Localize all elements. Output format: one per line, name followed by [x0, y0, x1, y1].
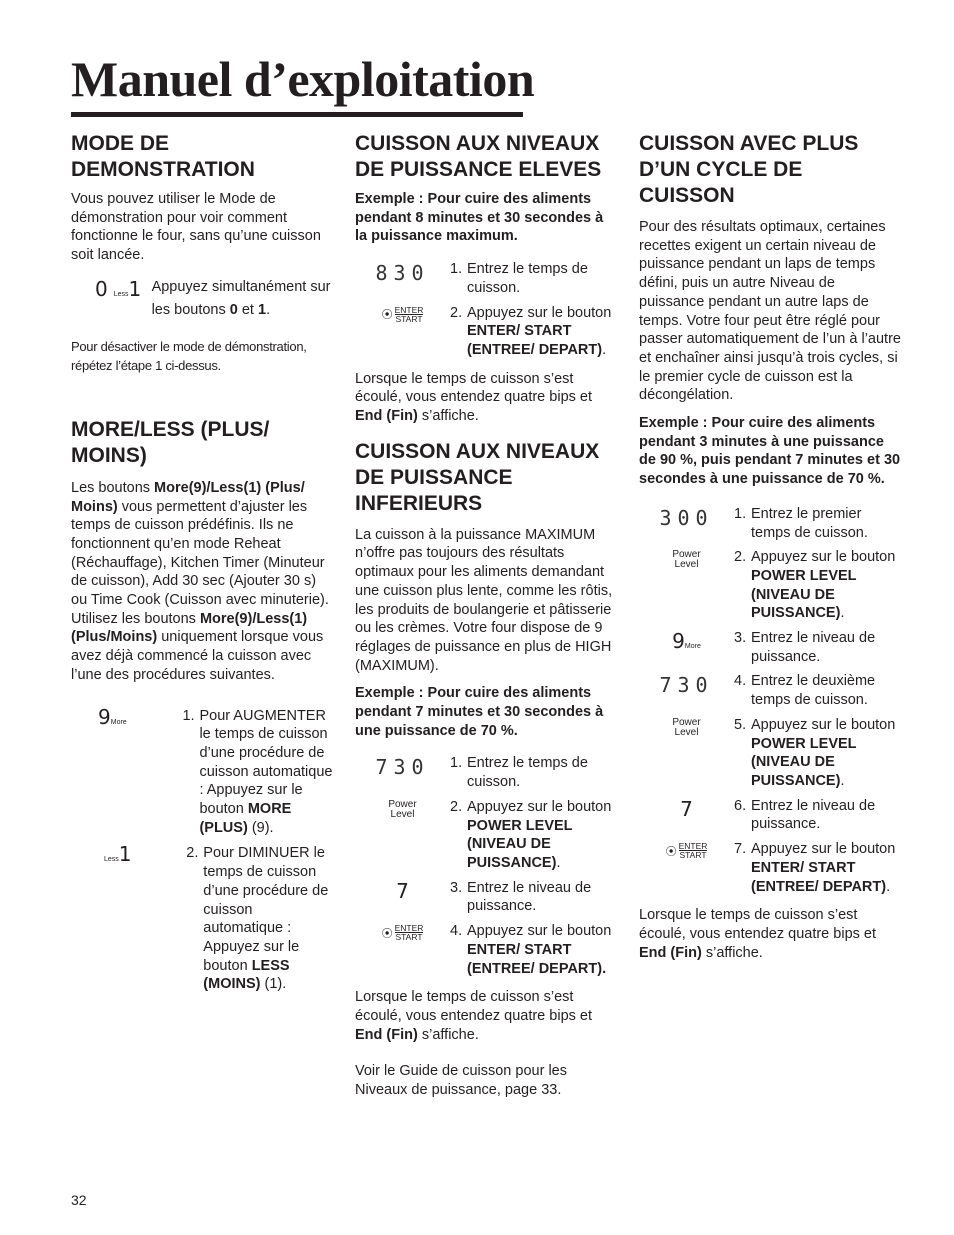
column-1 [71, 131, 333, 994]
less-step-text: Pour DIMINUER le temps de cuisson d’une procédure de cuisson automatique : Appuyez sur le bouton LESS (MOINS) (1). [203, 845, 329, 993]
enter-start-key-icon: ⦿ ENTER START [665, 841, 708, 861]
zero-one-keys-icon: 0 Less 1 [95, 276, 142, 301]
demo-note: Pour désactiver le mode de démonstration, répétez l’étape 1 ci-dessus. [71, 338, 307, 373]
multi-step-4: 730 4. Entrez le deuxième temps de cuisson. [639, 672, 901, 709]
low-step-4-text: Appuyez sur le bouton ENTER/ START (ENTREE/ DEPART). [467, 923, 612, 977]
low-step-4: ⦿ ENTER START 4. Appuyez sur le bouton ENTER/ START (ENTREE/ DEPART). [355, 922, 617, 978]
more-key-icon: 9 More [98, 704, 127, 729]
multi-after-text: Lorsque le temps de cuisson s’est écoulé, vous entendez quatre bips et End (Fin) s’affiche. [639, 907, 876, 961]
low-step-3: 7 3. Entrez le niveau de puissance. [355, 879, 617, 916]
high-after-text: Lorsque le temps de cuisson s’est écoulé, vous entendez quatre bips et End (Fin) s’affiche. [355, 370, 592, 425]
low-step-1: 730 1. Entrez le temps de cuisson. [355, 754, 617, 791]
multi-step-7-text: Appuyez sur le bouton ENTER/ START (ENTREE/ DEPART). [751, 841, 896, 895]
title-underline [71, 112, 523, 117]
multi-step-2-text: Appuyez sur le bouton POWER LEVEL (NIVEAU DE PUISSANCE). [751, 549, 896, 622]
low-power-example: Exemple : Pour cuire des aliments pendant 7 minutes et 30 secondes à une puissance de 70 %. [355, 685, 604, 739]
column-3 [639, 131, 901, 962]
multi-step-2: Power Level 2. Appuyez sur le bouton POWER LEVEL (NIVEAU DE PUISSANCE). [639, 548, 901, 623]
page-title: Manuel d’exploitation [71, 51, 535, 107]
enter-start-key-icon: ⦿ ENTER START [381, 923, 424, 943]
display-730: 730 [375, 755, 430, 780]
low-step-3-text: Entrez le niveau de puissance. [467, 879, 592, 915]
multi-step-6: 7 6. Entrez le niveau de puissance. [639, 797, 901, 834]
multi-cycle-intro: Pour des résultats optimaux, certaines recettes exigent un certain niveau de puissance pendant un laps de temps défini, puis un autre Niveau de puissance pendant un autre laps de temps. Votre four peut être réglé pour passer automatiquement de l’un à l’autre et enchaîner ainsi jusqu’à trois cycles, si le premier cycle de cuisson est la décongélation. [639, 219, 901, 404]
demo-intro: Vous pouvez utiliser le Mode de démonstration pour voir comment fonctionne le four, sans qu’une cuisson soit lancée. [71, 191, 321, 264]
low-power-intro: La cuisson à la puissance MAXIMUM n’offre pas toujours des résultats optimaux pour les aliments demandant une cuisson plus lente, comme les rôtis, les produits de boulangerie et pâtisserie ou les crèmes. Votre four dispose de 9 réglages de puissance en plus de HIGH (MAXIMUM). [355, 526, 613, 674]
demo-step-text: Appuyez simultanément sur les boutons 0 et 1. [151, 278, 331, 319]
multi-step-7: ⦿ ENTER START 7. Appuyez sur le bouton ENTER/ START (ENTREE/ DEPART). [639, 840, 901, 896]
more-less-intro: Les boutons More(9)/Less(1) (Plus/ Moins) vous permettent d’ajuster les temps de cuisson prédéfinis. Ils ne fonctionnent qu’en mode Reheat (Réchauffage), Kitchen Timer (Minuteur de cuisson), Add 30 sec (Ajouter 30 s) ou Time Cook (Cuisson avec minuterie). Utilisez les boutons More(9)/Less(1) (Plus/Moins) uniquement lorsque vous avez déjà commencé la cuisson avec l’une des procédures suivantes. [71, 479, 329, 683]
multi-step-5: Power Level 5. Appuyez sur le bouton POWER LEVEL (NIVEAU DE PUISSANCE). [639, 716, 901, 791]
multi-step-3: 9 More 3. Entrez le niveau de puissance. [639, 629, 901, 666]
multi-cycle-example: Exemple : Pour cuire des aliments pendant 3 minutes à une puissance de 90 %, puis pendant 7 minutes et 30 secondes à une puissance de 70 %. [639, 415, 901, 488]
column-2 [355, 131, 617, 1100]
power-level-key-icon: Power Level [388, 798, 417, 820]
multi-step-4-text: Entrez le deuxième temps de cuisson. [751, 673, 876, 709]
high-power-heading: CUISSON AUX NIVEAUX DE PUISSANCE ELEVES [355, 132, 602, 181]
enter-start-key-icon: ⦿ ENTER START [381, 304, 424, 324]
more-step-text: Pour AUGMENTER le temps de cuisson d’une procédure de cuisson automatique : Appuyez sur le bouton MORE (PLUS) (9). [199, 707, 333, 836]
multi-cycle-heading: CUISSON AVEC PLUS D’UN CYCLE DE CUISSON [639, 132, 859, 207]
page-number: 32 [71, 1192, 87, 1208]
more-key-icon: 9 More [672, 629, 701, 654]
low-step-2: Power Level 2. Appuyez sur le bouton POWER LEVEL (NIVEAU DE PUISSANCE). [355, 798, 617, 873]
seven-key-icon: 7 [396, 878, 409, 903]
less-key-icon: Less 1 [104, 842, 132, 867]
low-after-text: Lorsque le temps de cuisson s’est écoulé, vous entendez quatre bips et End (Fin) s’affiche. [355, 989, 592, 1043]
low-power-heading: CUISSON AUX NIVEAUX DE PUISSANCE INFERIEURS [355, 439, 600, 515]
demo-heading: MODE DE DEMONSTRATION [71, 132, 255, 181]
seven-key-icon: 7 [680, 796, 693, 821]
power-level-key-icon: Power Level [672, 716, 701, 738]
less-step: Less 1 2. Pour DIMINUER le temps de cuisson d’une procédure de cuisson automatique : Appuyez sur le bouton LESS (MOINS) (1). [71, 844, 333, 994]
low-step-2-text: Appuyez sur le bouton POWER LEVEL (NIVEAU DE PUISSANCE). [467, 798, 612, 871]
multi-step-1: 300 1. Entrez le premier temps de cuisson. [639, 505, 901, 542]
display-830: 830 [375, 261, 430, 286]
low-step-1-text: Entrez le temps de cuisson. [467, 755, 588, 791]
multi-step-6-text: Entrez le niveau de puissance. [751, 797, 876, 833]
multi-step-3-text: Entrez le niveau de puissance. [751, 630, 876, 665]
power-level-key-icon: Power Level [672, 549, 701, 571]
high-step-2: ⦿ ENTER START 2. Appuyez sur le bouton ENTER/ START (ENTREE/ DEPART). [355, 304, 617, 360]
display-730: 730 [659, 673, 714, 698]
more-less-heading: MORE/LESS (PLUS/ MOINS) [71, 417, 270, 467]
cooking-guide-note: Voir le Guide de cuisson pour les Niveaux de puissance, page 33. [355, 1063, 567, 1099]
high-step-2-text: Appuyez sur le bouton ENTER/ START (ENTREE/ DEPART). [467, 304, 612, 358]
high-power-example: Exemple : Pour cuire des aliments pendant 8 minutes et 30 secondes à la puissance maximum. [355, 191, 604, 245]
high-step-1-text: Entrez le temps de cuisson. [467, 261, 588, 296]
high-step-1: 830 1. Entrez le temps de cuisson. [355, 260, 617, 297]
multi-step-1-text: Entrez le premier temps de cuisson. [751, 505, 868, 541]
demo-step [71, 276, 333, 323]
multi-step-5-text: Appuyez sur le bouton POWER LEVEL (NIVEAU DE PUISSANCE). [751, 716, 896, 789]
display-300: 300 [659, 505, 714, 530]
more-step: 9 More 1. Pour AUGMENTER le temps de cuisson d’une procédure de cuisson automatique : Appuyez sur le bouton MORE (PLUS) (9). [71, 707, 333, 838]
